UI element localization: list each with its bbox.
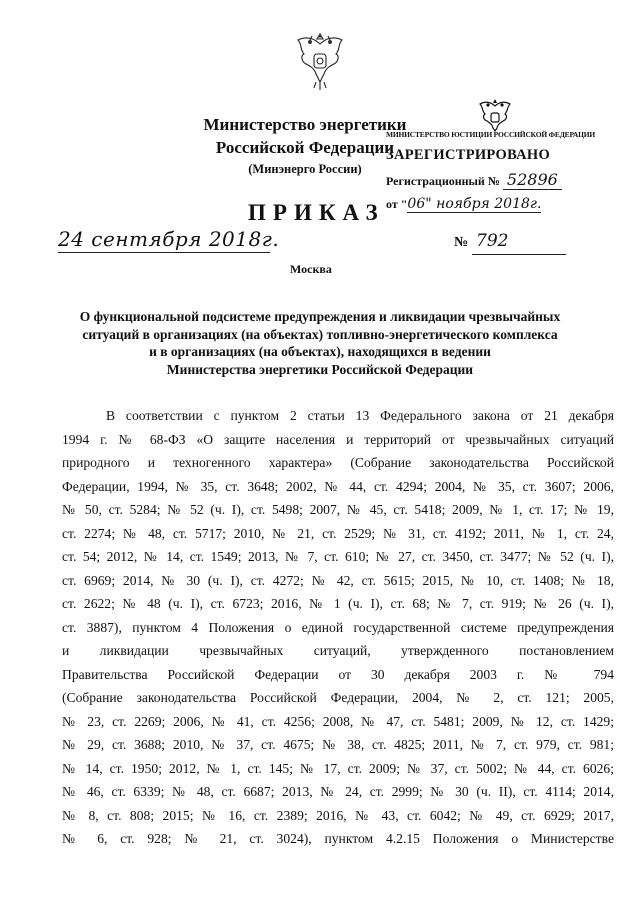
ministry-name-line2: Российской Федерации [215, 138, 395, 157]
order-date: 24 сентября 2018г. [58, 227, 280, 251]
body-line: № 23, ст. 2269; 2006, № 41, ст. 4256; 2008, № 47, ст. 5481; 2009, № 12, ст. 1429; [62, 713, 614, 729]
order-body-paragraph [62, 404, 614, 851]
order-number-underline [472, 254, 566, 255]
body-line: ст. 2274; № 48, ст. 5717; 2010, № 21, ст. 2529; № 31, ст. 4192; 2011, № 1, ст. 24, [62, 525, 614, 541]
body-line: № 8, ст. 808; 2015; № 16, ст. 2389; 2016, № 43, ст. 6042; № 49, ст. 6929; 2017, [62, 807, 614, 823]
stamp-reg-number: 52896 [503, 170, 562, 190]
body-line: № 50, ст. 5284; № 52 (ч. I), ст. 5498; 2007, № 45, ст. 5418; 2009, № 1, ст. 17; № 19, [62, 502, 614, 517]
ministry-short-name: (Минэнерго России) [248, 162, 362, 176]
stamp-date-value: 06" ноября 2018г. [407, 196, 542, 212]
order-heading: ПРИКАЗ [248, 200, 385, 225]
body-line: ст. 3887), пунктом 4 Положения о единой государственной системе предупреждения [62, 619, 614, 635]
body-line: № 14, ст. 1950; 2012, № 1, ст. 145; № 17, ст. 2009; № 37, ст. 5002; № 44, ст. 6026; [62, 760, 614, 776]
ministry-name-line1: Министерство энергетики [203, 115, 407, 134]
body-line: ст. 54; 2012, № 14, ст. 1549; 2013, № 7, ст. 610; № 27, ст. 3450, ст. 3477; № 52 (ч. I), [62, 549, 614, 564]
body-line: природного и техногенного характера» (Собрание законодательства Российской [62, 455, 614, 470]
body-line: № 29, ст. 3688; 2010, № 37, ст. 4675; № 38, ст. 4825; 2011, № 7, ст. 979, ст. 981; [62, 737, 614, 752]
order-number: 792 [476, 231, 509, 251]
title-line: ситуаций в организациях (на объектах) топливно-энергетического комплекса [82, 326, 558, 342]
registration-stamp [386, 130, 606, 212]
title-line: и в организациях (на объектах), находящихся в ведении [149, 344, 491, 359]
order-date-underline [58, 252, 270, 253]
order-city: Москва [290, 262, 332, 276]
body-line: ст. 6969; 2014, № 30 (ч. I), ст. 4272; № 42, ст. 5615; 2015, № 10, ст. 1408; № 18, [62, 572, 614, 588]
body-line: В соответствии с пунктом 2 статьи 13 Федерального закона от 21 декабря [106, 408, 614, 423]
stamp-emblem-icon [476, 98, 514, 132]
body-line: ст. 2622; № 48 (ч. I), ст. 6723; 2016, № 1 (ч. I), ст. 68; № 7, ст. 919; № 26 (ч. I), [62, 596, 614, 611]
stamp-registered: ЗАРЕГИСТРИРОВАНО [386, 147, 551, 163]
stamp-reg-label: Регистрационный № [386, 174, 500, 188]
body-line: Федерации, 1994, № 35, ст. 3648; 2002, № 44, ст. 4294; 2004, № 35, ст. 3607; 2006, [62, 478, 614, 494]
title-line: Министерства энергетики Российской Федерации [166, 361, 474, 377]
body-line: (Собрание законодательства Российской Федерации, 2004, № 2, ст. 121; 2005, [62, 690, 614, 705]
order-title [40, 308, 600, 378]
body-line: Правительства Российской Федерации от 30 декабря 2003 г. № 794 [62, 666, 614, 682]
stamp-date-row [386, 196, 606, 212]
body-line: 1994 г. № 68-ФЗ «О защите населения и территорий от чрезвычайных ситуаций [62, 431, 614, 447]
body-line: № 6, ст. 928; № 21, ст. 3024), пунктом 4.2.15 Положения о Министерстве [62, 831, 614, 846]
body-line: и ликвидации чрезвычайных ситуаций, утвержденного постановлением [62, 643, 614, 658]
order-number-label: № [454, 235, 469, 250]
body-line: № 46, ст. 6339; № 48, ст. 6687; 2013, № 24, ст. 2999; № 30 (ч. II), ст. 4114; 2014, [62, 784, 614, 799]
stamp-reg-number-row [386, 170, 606, 189]
stamp-date-prefix: от " [386, 197, 408, 211]
title-line: О функциональной подсистеме предупреждения и ликвидации чрезвычайных [79, 309, 561, 324]
stamp-organization: МИНИСТЕРСТВО ЮСТИЦИИ РОССИЙСКОЙ ФЕДЕРАЦИИ [386, 130, 595, 139]
coat-of-arms-emblem [292, 30, 348, 92]
